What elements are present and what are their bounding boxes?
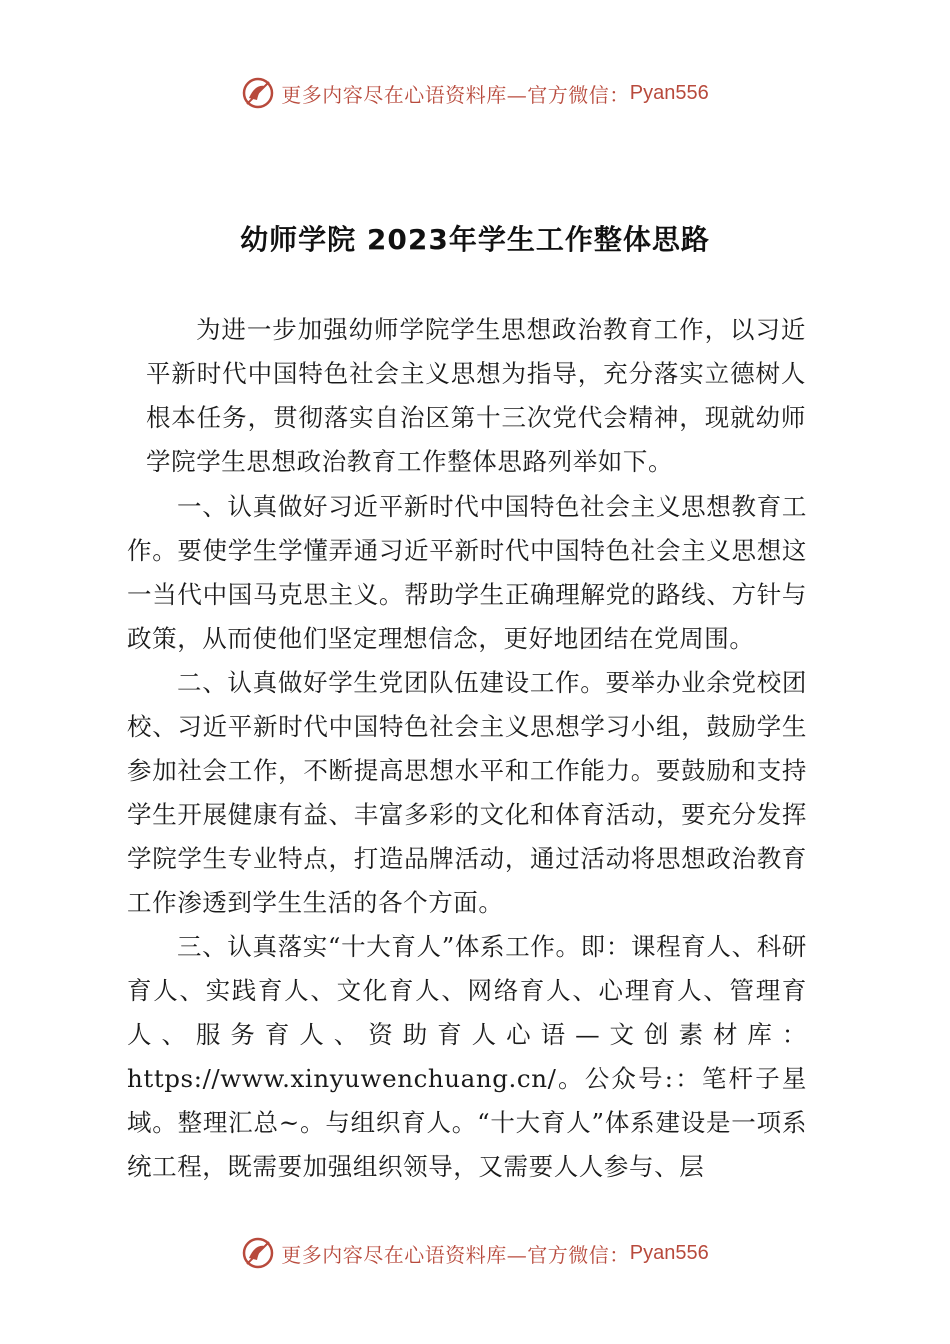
brush-seal-logo-icon: [241, 1236, 275, 1270]
paragraph-2: 二、认真做好学生党团队伍建设工作。要举办业余党校团校、习近平新时代中国特色社会主义思想学习小组，鼓励学生参加社会工作，不断提高思想水平和工作能力。要鼓励和支持学生开展健康有益、丰富多彩的文化和体育活动，要充分发挥学院学生专业特点，打造品牌活动，通过活动将思想政治教育工作渗透到学生生活的各个方面。: [127, 668, 807, 917]
paragraph-3: 三、认真落实“十大育人”体系工作。即：课程育人、科研育人、实践育人、文化育人、网络育人、心理育人、管理育人、服务育人、资助育人心语—文创素材库：https://www.xinyuwenchuang.cn/。公众号:：笔杆子星域。整理汇总~。与组织育人。“十大育人”体系建设是一项系统工程，既需要加强组织领导，又需要人人参与、层: [127, 932, 807, 1181]
document-title: 幼师学院 2023年学生工作整体思路: [240, 223, 710, 256]
watermark-text: 更多内容尽在心语资料库—官方微信：: [281, 82, 630, 107]
footer-watermark-banner: [0, 1233, 950, 1273]
header-watermark-banner: [0, 73, 950, 113]
brush-seal-logo-icon: [241, 76, 275, 110]
paragraph-1: 一、认真做好习近平新时代中国特色社会主义思想教育工作。要使学生学懂弄通习近平新时代中国特色社会主义思想这一当代中国马克思主义。帮助学生正确理解党的路线、方针与政策，从而使他们坚定理想信念，更好地团结在党周围。: [127, 492, 807, 653]
watermark-text: 更多内容尽在心语资料库—官方微信：: [281, 1242, 630, 1267]
intro-paragraph: 为进一步加强幼师学院学生思想政治教育工作，以习近平新时代中国特色社会主义思想为指导，充分落实立德树人根本任务，贯彻落实自治区第十三次党代会精神，现就幼师学院学生思想政治教育工作整体思路列举如下。: [146, 315, 806, 476]
watermark-wechat-id: Pyan556: [629, 81, 709, 104]
watermark-wechat-id: Pyan556: [629, 1241, 709, 1264]
